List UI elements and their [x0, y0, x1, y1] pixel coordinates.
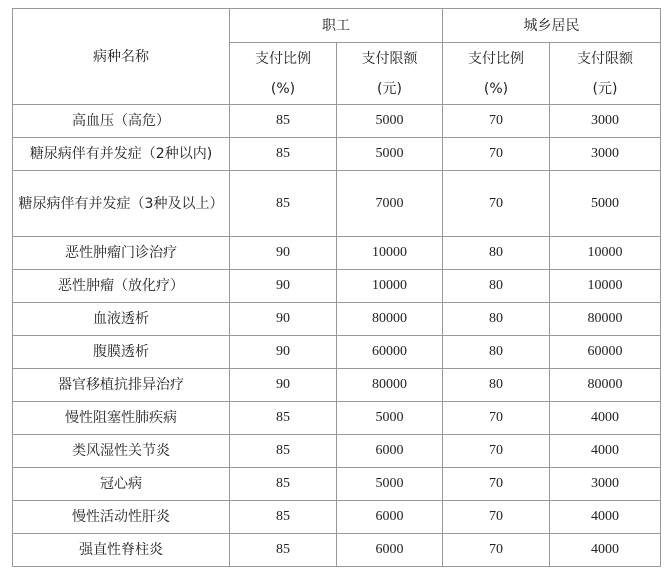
resident-ratio-cell: 70	[443, 105, 550, 138]
resident-limit-cell: 4000	[550, 435, 661, 468]
resident-ratio-cell: 70	[443, 402, 550, 435]
resident-limit-cell: 4000	[550, 402, 661, 435]
employee-limit-cell: 7000	[337, 171, 443, 237]
employee-limit-cell: 6000	[337, 534, 443, 567]
employee-ratio-cell: 90	[230, 237, 337, 270]
employee-ratio-cell: 90	[230, 336, 337, 369]
disease-name-cell: 强直性脊柱炎	[13, 534, 230, 567]
resident-limit-cell: 60000	[550, 336, 661, 369]
employee-ratio-cell: 85	[230, 501, 337, 534]
column-header-unit: (元)	[592, 80, 618, 97]
resident-limit-cell: 3000	[550, 138, 661, 171]
resident-limit-cell: 10000	[550, 237, 661, 270]
table-row	[13, 270, 661, 303]
table-row	[13, 435, 661, 468]
table-row	[13, 105, 661, 138]
column-header-resident-ratio	[443, 43, 550, 105]
resident-limit-cell: 80000	[550, 369, 661, 402]
table-row	[13, 237, 661, 270]
employee-ratio-cell: 85	[230, 138, 337, 171]
resident-ratio-cell: 80	[443, 270, 550, 303]
column-header-label: 支付比例	[255, 50, 311, 67]
disease-name-cell: 恶性肿瘤门诊治疗	[13, 237, 230, 270]
disease-name-cell: 糖尿病伴有并发症（2种以内)	[13, 138, 230, 171]
employee-limit-cell: 80000	[337, 369, 443, 402]
disease-name-cell: 高血压（高危）	[13, 105, 230, 138]
resident-ratio-cell: 70	[443, 171, 550, 237]
resident-limit-cell: 80000	[550, 303, 661, 336]
employee-limit-cell: 80000	[337, 303, 443, 336]
employee-limit-cell: 6000	[337, 435, 443, 468]
table-row	[13, 369, 661, 402]
resident-limit-cell: 10000	[550, 270, 661, 303]
resident-ratio-cell: 70	[443, 468, 550, 501]
employee-limit-cell: 10000	[337, 237, 443, 270]
group-header-resident: 城乡居民	[443, 9, 661, 43]
employee-ratio-cell: 85	[230, 171, 337, 237]
employee-ratio-cell: 90	[230, 303, 337, 336]
column-header-label: 支付比例	[468, 50, 524, 67]
resident-limit-cell: 5000	[550, 171, 661, 237]
payment-table	[12, 8, 661, 567]
disease-name-cell: 恶性肿瘤（放化疗）	[13, 270, 230, 303]
employee-ratio-cell: 85	[230, 534, 337, 567]
employee-ratio-cell: 90	[230, 270, 337, 303]
disease-name-cell: 慢性活动性肝炎	[13, 501, 230, 534]
resident-limit-cell: 3000	[550, 468, 661, 501]
column-header-resident-limit	[550, 43, 661, 105]
column-header-unit: (元)	[377, 80, 402, 97]
employee-limit-cell: 5000	[337, 468, 443, 501]
disease-name-cell: 慢性阻塞性肺疾病	[13, 402, 230, 435]
employee-ratio-cell: 85	[230, 105, 337, 138]
table-row	[13, 138, 661, 171]
employee-limit-cell: 5000	[337, 105, 443, 138]
table-row	[13, 501, 661, 534]
disease-name-cell: 腹膜透析	[13, 336, 230, 369]
employee-limit-cell: 60000	[337, 336, 443, 369]
employee-limit-cell: 6000	[337, 501, 443, 534]
column-header-label: 支付限额	[577, 50, 633, 67]
column-header-unit: (%)	[483, 80, 509, 97]
disease-name-header: 病种名称	[13, 9, 230, 105]
resident-ratio-cell: 70	[443, 138, 550, 171]
table-row	[13, 303, 661, 336]
resident-ratio-cell: 70	[443, 435, 550, 468]
table-row	[13, 534, 661, 567]
table-row	[13, 402, 661, 435]
table-row	[13, 336, 661, 369]
table-row	[13, 171, 661, 237]
employee-limit-cell: 10000	[337, 270, 443, 303]
header-row-groups	[13, 9, 661, 43]
table-row	[13, 468, 661, 501]
employee-limit-cell: 5000	[337, 402, 443, 435]
disease-name-cell: 器官移植抗排异治疗	[13, 369, 230, 402]
employee-ratio-cell: 90	[230, 369, 337, 402]
employee-ratio-cell: 85	[230, 468, 337, 501]
disease-name-cell: 冠心病	[13, 468, 230, 501]
resident-ratio-cell: 70	[443, 534, 550, 567]
employee-ratio-cell: 85	[230, 402, 337, 435]
group-header-employee: 职工	[230, 9, 443, 43]
employee-limit-cell: 5000	[337, 138, 443, 171]
resident-limit-cell: 4000	[550, 501, 661, 534]
resident-ratio-cell: 80	[443, 336, 550, 369]
column-header-employee-limit	[337, 43, 443, 105]
resident-ratio-cell: 80	[443, 303, 550, 336]
resident-ratio-cell: 70	[443, 501, 550, 534]
column-header-employee-ratio	[230, 43, 337, 105]
resident-limit-cell: 3000	[550, 105, 661, 138]
resident-limit-cell: 4000	[550, 534, 661, 567]
employee-ratio-cell: 85	[230, 435, 337, 468]
resident-ratio-cell: 80	[443, 369, 550, 402]
resident-ratio-cell: 80	[443, 237, 550, 270]
disease-name-cell: 血液透析	[13, 303, 230, 336]
disease-name-cell: 类风湿性关节炎	[13, 435, 230, 468]
column-header-label: 支付限额	[361, 50, 418, 67]
disease-name-cell: 糖尿病伴有并发症（3种及以上）	[13, 171, 230, 237]
column-header-unit: (%)	[270, 80, 296, 97]
